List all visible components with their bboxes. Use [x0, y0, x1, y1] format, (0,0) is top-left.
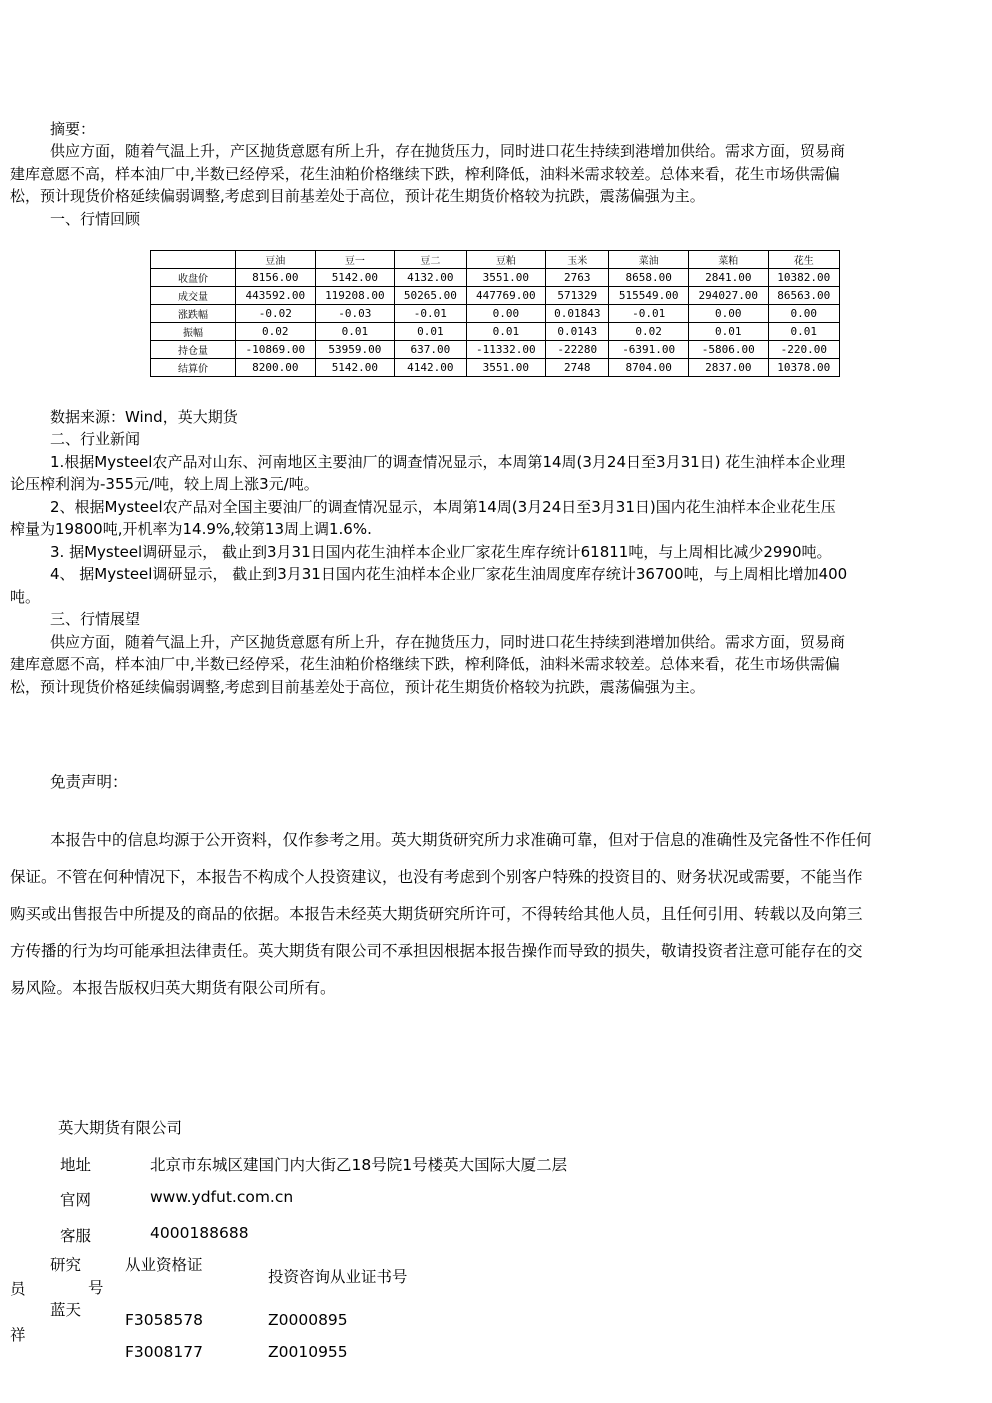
researcher-name-a: 蓝天: [50, 1301, 82, 1319]
table-cell: 0.01: [688, 323, 768, 341]
table-cell: -0.03: [315, 305, 395, 323]
table-cell: 5142.00: [315, 269, 395, 287]
table-row-label: 持仓量: [151, 341, 236, 359]
table-cell: 0.00: [688, 305, 768, 323]
table-cell: 2763: [546, 269, 609, 287]
table-cell: 637.00: [395, 341, 466, 359]
outlook-line: 供应方面，随着气温上升，产区抛货意愿有所上升，存在抛货压力，同时进口花生持续到港增加供给。需求方面，贸易商: [50, 632, 846, 651]
table-cell: -0.02: [236, 305, 316, 323]
address-value: 北京市东城区建国门内大街乙18号院1号楼英大国际大厦二层: [150, 1156, 568, 1174]
table-column-header: 豆粕: [466, 251, 546, 269]
news-line: 吨。: [10, 587, 41, 606]
researcher-header-b: 员: [10, 1280, 26, 1298]
service-phone: 4000188688: [150, 1224, 249, 1242]
news-line: 论压榨利润为-355元/吨，较上周上涨3元/吨。: [10, 475, 319, 493]
table-cell: 2837.00: [688, 359, 768, 377]
table-cell: 50265.00: [395, 287, 466, 305]
table-cell: 86563.00: [768, 287, 839, 305]
consulting-header: 投资咨询从业证书号: [268, 1268, 408, 1286]
market-table: [150, 250, 840, 377]
summary-line: 建库意愿不高，样本油厂中,半数已经停采，花生油粕价格继续下跌，榨利降低，油料米需求较差。总体来看，花生市场供需偏: [10, 164, 840, 183]
table-cell: 294027.00: [688, 287, 768, 305]
table-cell: 4132.00: [395, 269, 466, 287]
section-title-market-review: 一、行情回顾: [50, 210, 141, 228]
news-line: 3. 据Mysteel调研显示， 截止到3月31日国内花生油样本企业厂家花生库存统计61811吨，与上周相比减少2990吨。: [50, 542, 832, 561]
table-cell: -0.01: [609, 305, 689, 323]
table-cell: 8704.00: [609, 359, 689, 377]
table-row-label: 涨跌幅: [151, 305, 236, 323]
disclaimer-line: 购买或出售报告中所提及的商品的依据。本报告未经英大期货研究所许可，不得转给其他人员，且任何引用、转载以及向第三: [10, 905, 863, 923]
table-cell: 0.0143: [546, 323, 609, 341]
qualification-header-a: 从业资格证: [125, 1256, 203, 1274]
table-cell: 0.02: [609, 323, 689, 341]
table-cell: 515549.00: [609, 287, 689, 305]
table-cell: 0.00: [768, 305, 839, 323]
table-cell: 10378.00: [768, 359, 839, 377]
table-cell: -6391.00: [609, 341, 689, 359]
table-row: [151, 305, 840, 323]
industry-news: [10, 428, 985, 698]
table-column-header: 花生: [768, 251, 839, 269]
table-cell: 0.01: [768, 323, 839, 341]
table-cell: 0.01: [395, 323, 466, 341]
table-cell: 0.02: [236, 323, 316, 341]
address-label: 地址: [60, 1156, 92, 1174]
consulting-number: Z0000895: [268, 1311, 348, 1329]
news-line: 4、 据Mysteel调研显示， 截止到3月31日国内花生油样本企业厂家花生油周度库存统计36700吨，与上周相比增加400: [50, 565, 848, 583]
section-title-outlook: 三、行情展望: [50, 610, 141, 628]
disclaimer-line: 保证。不管在何种情况下，本报告不构成个人投资建议，也没有考虑到个别客户特殊的投资目的、财务状况或需要，不能当作: [10, 868, 863, 886]
table-cell: 2841.00: [688, 269, 768, 287]
table-cell: 0.01: [466, 323, 546, 341]
table-cell: 5142.00: [315, 359, 395, 377]
table-cell: -10869.00: [236, 341, 316, 359]
summary-line: 供应方面，随着气温上升，产区抛货意愿有所上升，存在抛货压力，同时进口花生持续到港增加供给。需求方面，贸易商: [50, 142, 846, 160]
table-cell: 2748: [546, 359, 609, 377]
table-cell: 8200.00: [236, 359, 316, 377]
table-row: [151, 269, 840, 287]
table-cell: 3551.00: [466, 359, 546, 377]
table-column-header: 菜油: [609, 251, 689, 269]
table-column-header: 豆油: [236, 251, 316, 269]
summary-paragraph: [10, 140, 985, 208]
table-cell: 0.00: [466, 305, 546, 323]
table-cell: 119208.00: [315, 287, 395, 305]
table-column-header: 菜粕: [688, 251, 768, 269]
table-cell: 443592.00: [236, 287, 316, 305]
table-header-row: [151, 251, 840, 269]
table-cell: -11332.00: [466, 341, 546, 359]
news-line: 榨量为19800吨,开机率为14.9%,较第13周上调1.6%.: [10, 520, 372, 538]
researcher-header-a: 研究: [50, 1256, 82, 1274]
outlook-line: 松，预计现货价格延续偏弱调整,考虑到目前基差处于高位，预计花生期货价格较为抗跌，震荡偏强为主。: [10, 677, 705, 696]
table-cell: 10382.00: [768, 269, 839, 287]
table-cell: 4142.00: [395, 359, 466, 377]
news-line: 1.根据Mysteel农产品对山东、河南地区主要油厂的调查情况显示，本周第14周(3月24日至3月31日) 花生油样本企业理: [50, 452, 846, 471]
website-label: 官网: [60, 1191, 92, 1209]
disclaimer-line: 易风险。本报告版权归英大期货有限公司所有。: [10, 979, 336, 997]
table-cell: 571329: [546, 287, 609, 305]
qualification-number: F3058578: [125, 1311, 203, 1329]
table-column-header: 豆一: [315, 251, 395, 269]
table-column-header: 豆二: [395, 251, 466, 269]
data-source: 数据来源：Wind，英大期货: [50, 408, 238, 426]
consulting-number: Z0010955: [268, 1343, 348, 1361]
website-link[interactable]: www.ydfut.com.cn: [150, 1188, 294, 1206]
summary-heading: 摘要：: [50, 120, 96, 138]
table-cell: 447769.00: [466, 287, 546, 305]
table-cell: -5806.00: [688, 341, 768, 359]
table-cell: -220.00: [768, 341, 839, 359]
company-name: 英大期货有限公司: [58, 1119, 183, 1137]
table-row-label: 振幅: [151, 323, 236, 341]
table-row-label: 结算价: [151, 359, 236, 377]
table-cell: -0.01: [395, 305, 466, 323]
table-cell: -22280: [546, 341, 609, 359]
table-cell: 0.01: [315, 323, 395, 341]
table-row-label: 收盘价: [151, 269, 236, 287]
table-cell: 53959.00: [315, 341, 395, 359]
table-row: [151, 287, 840, 305]
table-row: [151, 323, 840, 341]
table-column-header: 玉米: [546, 251, 609, 269]
disclaimer-paragraph: [10, 822, 978, 1007]
qualification-header-b: 号: [88, 1279, 104, 1297]
table-corner: [151, 251, 236, 269]
section-title-industry-news: 二、行业新闻: [50, 430, 141, 448]
table-cell: 3551.00: [466, 269, 546, 287]
researcher-name-b: 祥: [10, 1326, 26, 1344]
table-row: [151, 341, 840, 359]
table-cell: 8658.00: [609, 269, 689, 287]
qualification-number: F3008177: [125, 1343, 203, 1361]
disclaimer-title: 免责声明：: [50, 773, 128, 791]
table-row-label: 成交量: [151, 287, 236, 305]
table-cell: 8156.00: [236, 269, 316, 287]
service-label: 客服: [60, 1227, 92, 1245]
table-cell: 0.01843: [546, 305, 609, 323]
table-row: [151, 359, 840, 377]
disclaimer-line: 方传播的行为均可能承担法律责任。英大期货有限公司不承担因根据本报告操作而导致的损失，敬请投资者注意可能存在的交: [10, 942, 863, 960]
disclaimer-line: 本报告中的信息均源于公开资料，仅作参考之用。英大期货研究所力求准确可靠，但对于信息的准确性及完备性不作任何: [50, 831, 872, 849]
news-line: 2、根据Mysteel农产品对全国主要油厂的调查情况显示，本周第14周(3月24日至3月31日)国内花生油样本企业花生压: [50, 497, 836, 516]
summary-line: 松，预计现货价格延续偏弱调整,考虑到目前基差处于高位，预计花生期货价格较为抗跌，震荡偏强为主。: [10, 187, 705, 205]
outlook-line: 建库意愿不高，样本油厂中,半数已经停采，花生油粕价格继续下跌，榨利降低，油料米需求较差。总体来看，花生市场供需偏: [10, 655, 840, 673]
